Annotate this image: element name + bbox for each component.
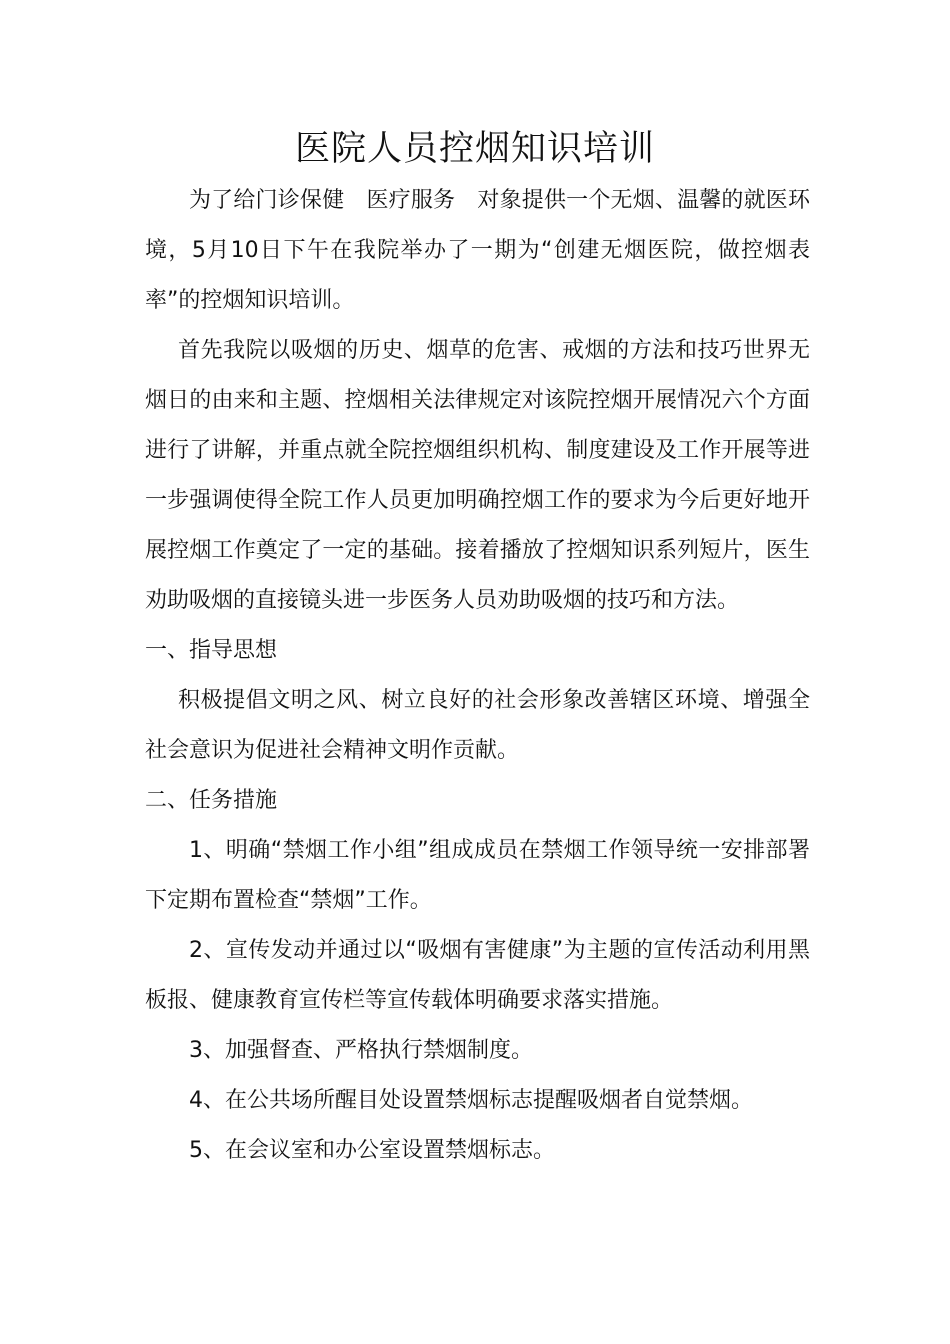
document-body — [145, 176, 810, 1176]
measure-item: 4、在公共场所醒目处设置禁烟标志提醒吸烟者自觉禁烟。 — [189, 1088, 753, 1113]
measure-item: 2、宣传发动并通过以“吸烟有害健康”为主题的宣传活动利用黑板报、健康教育宣传栏等宣传载体明确要求落实措施。 — [145, 938, 810, 1013]
measure-item: 5、在会议室和办公室设置禁烟标志。 — [189, 1138, 555, 1163]
intro-paragraph: 为了给门诊保健 医疗服务 对象提供一个无烟、温馨的就医环境，5月10日下午在我院举办了一期为“创建无烟医院，做控烟表率”的控烟知识培训。 — [145, 188, 810, 313]
overview-paragraph: 首先我院以吸烟的历史、烟草的危害、戒烟的方法和技巧世界无烟日的由来和主题、控烟相关法律规定对该院控烟开展情况六个方面进行了讲解，并重点就全院控烟组织机构、制度建设及工作开展等进一步强调使得全院工作人员更加明确控烟工作的要求为今后更好地开展控烟工作奠定了一定的基础。接着播放了控烟知识系列短片，医生劝助吸烟的直接镜头进一步医务人员劝助吸烟的技巧和方法。 — [145, 338, 810, 613]
measure-item: 1、明确“禁烟工作小组”组成成员在禁烟工作领导统一安排部署下定期布置检查“禁烟”工作。 — [145, 838, 810, 913]
guiding-ideology-paragraph: 积极提倡文明之风、树立良好的社会形象改善辖区环境、增强全社会意识为促进社会精神文明作贡献。 — [145, 688, 810, 763]
page-title: 医院人员控烟知识培训 — [294, 129, 655, 169]
measure-item: 3、加强督查、严格执行禁烟制度。 — [189, 1038, 533, 1063]
section-heading-measures: 二、任务措施 — [145, 788, 278, 813]
section-heading-guiding-ideology: 一、指导思想 — [145, 638, 278, 663]
